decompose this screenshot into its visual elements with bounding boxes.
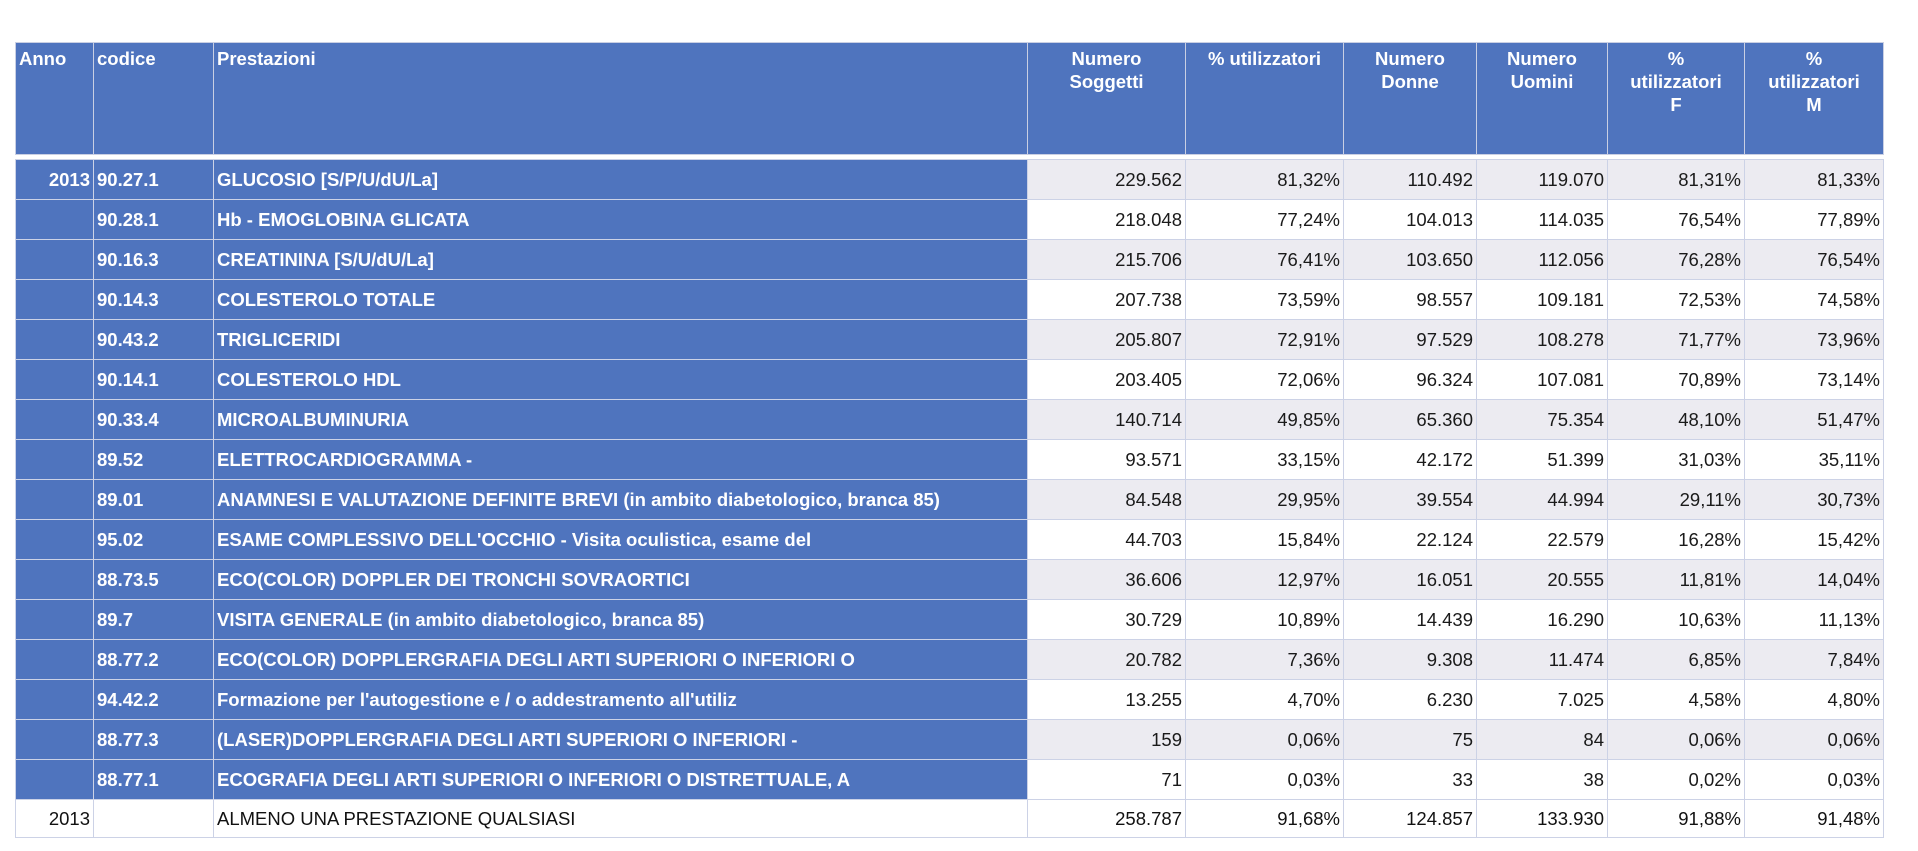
cell-numero-donne: 65.360	[1344, 400, 1477, 440]
cell-pct-utilizzatori: 0,06%	[1186, 720, 1344, 760]
cell-pct-utilizzatori: 76,41%	[1186, 240, 1344, 280]
cell-anno	[16, 600, 94, 640]
cell-numero-soggetti: 36.606	[1028, 560, 1186, 600]
cell-pct-utilizzatori: 33,15%	[1186, 440, 1344, 480]
cell-pct-utilizzatori-m: 0,06%	[1745, 720, 1884, 760]
cell-anno	[16, 200, 94, 240]
cell-numero-donne: 96.324	[1344, 360, 1477, 400]
cell-anno	[16, 440, 94, 480]
header-numero-soggetti: Numero Soggetti	[1028, 43, 1186, 155]
cell-pct-utilizzatori-m: 73,14%	[1745, 360, 1884, 400]
cell-anno	[16, 360, 94, 400]
header-anno: Anno	[16, 43, 94, 155]
cell-anno: 2013	[16, 160, 94, 200]
cell-codice: 90.14.3	[94, 280, 214, 320]
table-row	[16, 320, 1884, 360]
cell-prestazione: COLESTEROLO TOTALE	[214, 280, 1028, 320]
cell-numero-soggetti: 215.706	[1028, 240, 1186, 280]
cell-numero-donne: 16.051	[1344, 560, 1477, 600]
cell-numero-donne: 33	[1344, 760, 1477, 800]
cell-prestazione: CREATININA [S/U/dU/La]	[214, 240, 1028, 280]
cell-numero-soggetti: 207.738	[1028, 280, 1186, 320]
cell-numero-soggetti: 13.255	[1028, 680, 1186, 720]
cell-pct-utilizzatori-f: 4,58%	[1608, 680, 1745, 720]
cell-pct-utilizzatori: 73,59%	[1186, 280, 1344, 320]
cell-numero-soggetti: 71	[1028, 760, 1186, 800]
cell-numero-uomini: 38	[1477, 760, 1608, 800]
cell-prestazione: COLESTEROLO HDL	[214, 360, 1028, 400]
cell-pct-utilizzatori-f: 76,28%	[1608, 240, 1745, 280]
cell-numero-uomini: 107.081	[1477, 360, 1608, 400]
header-numero-donne: Numero Donne	[1344, 43, 1477, 155]
table-container	[15, 42, 1883, 838]
cell-numero-donne: 22.124	[1344, 520, 1477, 560]
cell-pct-utilizzatori-f: 72,53%	[1608, 280, 1745, 320]
cell-anno	[16, 240, 94, 280]
cell-pct-utilizzatori-f: 71,77%	[1608, 320, 1745, 360]
header-pct-utilizzatori: % utilizzatori	[1186, 43, 1344, 155]
cell-codice: 88.77.2	[94, 640, 214, 680]
cell-pct-utilizzatori: 7,36%	[1186, 640, 1344, 680]
cell-pct-utilizzatori-f: 0,02%	[1608, 760, 1745, 800]
cell-codice: 89.7	[94, 600, 214, 640]
table-row	[16, 440, 1884, 480]
cell-pct-utilizzatori-f: 76,54%	[1608, 200, 1745, 240]
cell-pct-utilizzatori-m: 77,89%	[1745, 200, 1884, 240]
cell-anno	[16, 520, 94, 560]
table-row	[16, 680, 1884, 720]
cell-numero-soggetti: 218.048	[1028, 200, 1186, 240]
cell-numero-soggetti: 30.729	[1028, 600, 1186, 640]
cell-anno	[16, 280, 94, 320]
cell-numero-soggetti: 229.562	[1028, 160, 1186, 200]
cell-prestazione: ECOGRAFIA DEGLI ARTI SUPERIORI O INFERIORI O DISTRETTUALE, A	[214, 760, 1028, 800]
total-cell-donne: 124.857	[1344, 800, 1477, 838]
cell-pct-utilizzatori-m: 30,73%	[1745, 480, 1884, 520]
cell-pct-utilizzatori: 72,91%	[1186, 320, 1344, 360]
cell-codice: 89.52	[94, 440, 214, 480]
total-row	[16, 800, 1884, 838]
cell-numero-uomini: 11.474	[1477, 640, 1608, 680]
cell-numero-uomini: 7.025	[1477, 680, 1608, 720]
table-row	[16, 400, 1884, 440]
cell-pct-utilizzatori-f: 29,11%	[1608, 480, 1745, 520]
cell-numero-donne: 75	[1344, 720, 1477, 760]
total-cell-prestazione: ALMENO UNA PRESTAZIONE QUALSIASI	[214, 800, 1028, 838]
table-row	[16, 200, 1884, 240]
cell-codice: 94.42.2	[94, 680, 214, 720]
cell-pct-utilizzatori-m: 73,96%	[1745, 320, 1884, 360]
table-row	[16, 160, 1884, 200]
cell-codice: 88.77.1	[94, 760, 214, 800]
cell-anno	[16, 720, 94, 760]
cell-pct-utilizzatori-f: 11,81%	[1608, 560, 1745, 600]
total-cell-uomini: 133.930	[1477, 800, 1608, 838]
total-cell-pct-m: 91,48%	[1745, 800, 1884, 838]
cell-numero-donne: 39.554	[1344, 480, 1477, 520]
cell-pct-utilizzatori-m: 14,04%	[1745, 560, 1884, 600]
cell-pct-utilizzatori-m: 74,58%	[1745, 280, 1884, 320]
cell-pct-utilizzatori-m: 81,33%	[1745, 160, 1884, 200]
cell-prestazione: Formazione per l'autogestione e / o addestramento all'utiliz	[214, 680, 1028, 720]
cell-pct-utilizzatori: 72,06%	[1186, 360, 1344, 400]
cell-codice: 90.28.1	[94, 200, 214, 240]
cell-prestazione: ECO(COLOR) DOPPLERGRAFIA DEGLI ARTI SUPERIORI O INFERIORI O	[214, 640, 1028, 680]
cell-numero-uomini: 119.070	[1477, 160, 1608, 200]
cell-pct-utilizzatori-f: 81,31%	[1608, 160, 1745, 200]
cell-pct-utilizzatori: 77,24%	[1186, 200, 1344, 240]
cell-codice: 90.14.1	[94, 360, 214, 400]
cell-pct-utilizzatori-f: 48,10%	[1608, 400, 1745, 440]
table-row	[16, 360, 1884, 400]
table-row	[16, 760, 1884, 800]
prestazioni-table	[15, 42, 1884, 838]
cell-prestazione: ECO(COLOR) DOPPLER DEI TRONCHI SOVRAORTICI	[214, 560, 1028, 600]
cell-anno	[16, 680, 94, 720]
cell-numero-soggetti: 44.703	[1028, 520, 1186, 560]
cell-numero-soggetti: 205.807	[1028, 320, 1186, 360]
table-row	[16, 480, 1884, 520]
cell-numero-uomini: 114.035	[1477, 200, 1608, 240]
cell-numero-soggetti: 93.571	[1028, 440, 1186, 480]
cell-anno	[16, 560, 94, 600]
cell-numero-donne: 110.492	[1344, 160, 1477, 200]
table-row	[16, 720, 1884, 760]
cell-anno	[16, 400, 94, 440]
cell-codice: 90.43.2	[94, 320, 214, 360]
cell-pct-utilizzatori: 0,03%	[1186, 760, 1344, 800]
cell-numero-donne: 97.529	[1344, 320, 1477, 360]
cell-pct-utilizzatori: 81,32%	[1186, 160, 1344, 200]
cell-prestazione: Hb - EMOGLOBINA GLICATA	[214, 200, 1028, 240]
cell-anno	[16, 320, 94, 360]
cell-numero-donne: 42.172	[1344, 440, 1477, 480]
cell-anno	[16, 760, 94, 800]
cell-codice: 88.77.3	[94, 720, 214, 760]
cell-pct-utilizzatori-m: 0,03%	[1745, 760, 1884, 800]
cell-prestazione: ESAME COMPLESSIVO DELL'OCCHIO - Visita oculistica, esame del	[214, 520, 1028, 560]
cell-prestazione: GLUCOSIO [S/P/U/dU/La]	[214, 160, 1028, 200]
cell-pct-utilizzatori-m: 11,13%	[1745, 600, 1884, 640]
cell-numero-donne: 14.439	[1344, 600, 1477, 640]
cell-codice: 90.16.3	[94, 240, 214, 280]
header-numero-uomini: Numero Uomini	[1477, 43, 1608, 155]
total-cell-soggetti: 258.787	[1028, 800, 1186, 838]
cell-pct-utilizzatori-f: 0,06%	[1608, 720, 1745, 760]
table-row	[16, 640, 1884, 680]
cell-numero-uomini: 16.290	[1477, 600, 1608, 640]
cell-numero-donne: 9.308	[1344, 640, 1477, 680]
cell-pct-utilizzatori: 15,84%	[1186, 520, 1344, 560]
cell-numero-uomini: 75.354	[1477, 400, 1608, 440]
cell-prestazione: (LASER)DOPPLERGRAFIA DEGLI ARTI SUPERIORI O INFERIORI -	[214, 720, 1028, 760]
total-cell-codice	[94, 800, 214, 838]
cell-pct-utilizzatori-m: 4,80%	[1745, 680, 1884, 720]
cell-pct-utilizzatori: 12,97%	[1186, 560, 1344, 600]
cell-pct-utilizzatori-m: 7,84%	[1745, 640, 1884, 680]
cell-prestazione: VISITA GENERALE (in ambito diabetologico, branca 85)	[214, 600, 1028, 640]
header-pct-utilizzatori-f: % utilizzatori F	[1608, 43, 1745, 155]
cell-pct-utilizzatori: 10,89%	[1186, 600, 1344, 640]
cell-pct-utilizzatori-f: 16,28%	[1608, 520, 1745, 560]
cell-numero-uomini: 44.994	[1477, 480, 1608, 520]
cell-numero-soggetti: 20.782	[1028, 640, 1186, 680]
cell-pct-utilizzatori-m: 51,47%	[1745, 400, 1884, 440]
cell-pct-utilizzatori-f: 70,89%	[1608, 360, 1745, 400]
header-prestazioni: Prestazioni	[214, 43, 1028, 155]
cell-numero-donne: 6.230	[1344, 680, 1477, 720]
table-body	[16, 155, 1884, 838]
cell-codice: 90.27.1	[94, 160, 214, 200]
cell-pct-utilizzatori-f: 10,63%	[1608, 600, 1745, 640]
cell-numero-uomini: 22.579	[1477, 520, 1608, 560]
cell-numero-uomini: 20.555	[1477, 560, 1608, 600]
cell-pct-utilizzatori: 29,95%	[1186, 480, 1344, 520]
table-row	[16, 600, 1884, 640]
cell-prestazione: ANAMNESI E VALUTAZIONE DEFINITE BREVI (in ambito diabetologico, branca 85)	[214, 480, 1028, 520]
cell-numero-soggetti: 159	[1028, 720, 1186, 760]
cell-anno	[16, 640, 94, 680]
cell-prestazione: MICROALBUMINURIA	[214, 400, 1028, 440]
cell-anno	[16, 480, 94, 520]
total-cell-anno: 2013	[16, 800, 94, 838]
cell-codice: 95.02	[94, 520, 214, 560]
cell-codice: 90.33.4	[94, 400, 214, 440]
cell-pct-utilizzatori-m: 76,54%	[1745, 240, 1884, 280]
header-codice: codice	[94, 43, 214, 155]
table-row	[16, 560, 1884, 600]
header-pct-utilizzatori-m: % utilizzatori M	[1745, 43, 1884, 155]
cell-numero-uomini: 108.278	[1477, 320, 1608, 360]
cell-codice: 89.01	[94, 480, 214, 520]
cell-prestazione: TRIGLICERIDI	[214, 320, 1028, 360]
cell-pct-utilizzatori: 49,85%	[1186, 400, 1344, 440]
total-cell-pct: 91,68%	[1186, 800, 1344, 838]
cell-numero-soggetti: 84.548	[1028, 480, 1186, 520]
cell-codice: 88.73.5	[94, 560, 214, 600]
cell-numero-donne: 98.557	[1344, 280, 1477, 320]
cell-numero-uomini: 109.181	[1477, 280, 1608, 320]
total-cell-pct-f: 91,88%	[1608, 800, 1745, 838]
cell-pct-utilizzatori-f: 31,03%	[1608, 440, 1745, 480]
cell-numero-uomini: 84	[1477, 720, 1608, 760]
cell-numero-uomini: 51.399	[1477, 440, 1608, 480]
cell-numero-soggetti: 203.405	[1028, 360, 1186, 400]
table-row	[16, 280, 1884, 320]
table-row	[16, 240, 1884, 280]
cell-numero-donne: 103.650	[1344, 240, 1477, 280]
cell-pct-utilizzatori-f: 6,85%	[1608, 640, 1745, 680]
cell-pct-utilizzatori-m: 35,11%	[1745, 440, 1884, 480]
cell-numero-donne: 104.013	[1344, 200, 1477, 240]
cell-pct-utilizzatori-m: 15,42%	[1745, 520, 1884, 560]
table-header	[16, 43, 1884, 155]
table-row	[16, 520, 1884, 560]
cell-pct-utilizzatori: 4,70%	[1186, 680, 1344, 720]
cell-numero-soggetti: 140.714	[1028, 400, 1186, 440]
cell-numero-uomini: 112.056	[1477, 240, 1608, 280]
cell-prestazione: ELETTROCARDIOGRAMMA -	[214, 440, 1028, 480]
